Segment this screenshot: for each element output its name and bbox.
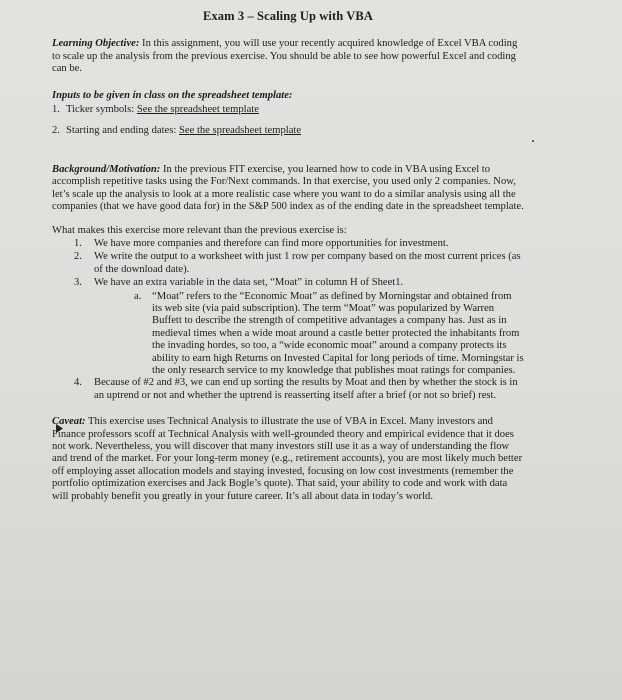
learning-objective-text: In this assignment, you will use your recently acquired knowledge of Excel VBA coding to scale up the analysis from the previous exercise. You should be able to see how powerful Excel and coding can be.	[52, 38, 518, 75]
inputs-section	[52, 90, 524, 138]
list-item-text: We have more companies and therefore can find more opportunities for investment.	[94, 237, 449, 249]
sub-item-letter: a.	[134, 290, 142, 302]
inputs-heading: Inputs to be given in class on the spreadsheet template:	[52, 89, 293, 101]
list-item-body	[94, 277, 403, 289]
input-item-2	[52, 125, 524, 137]
moat-sublist	[134, 291, 524, 378]
caveat-label: Caveat:	[52, 416, 86, 428]
list-item-text: We have an extra variable in the data set, “Moat” in column H of Sheet1.	[94, 277, 404, 289]
background-paragraph	[52, 164, 524, 214]
list-item-number: 2.	[74, 251, 82, 263]
list-item-text: We write the output to a worksheet with just 1 row per company based on the most current prices (as of the download date).	[94, 251, 521, 275]
list-item	[74, 238, 524, 250]
list-item-text: Because of #2 and #3, we can end up sorting the results by Moat and then by whether the stock is in an uptrend or not and whether the uptrend is reasserting itself after a brief (or not so brief) rest.	[94, 377, 518, 401]
relevance-list	[74, 238, 524, 290]
list-item-number: 3.	[74, 277, 82, 289]
learning-objective	[52, 38, 524, 75]
relevance-intro: What makes this exercise more relevant than the previous exercise is:	[52, 225, 347, 237]
list-item-number: 4.	[74, 377, 82, 389]
input-item-number: 2.	[52, 125, 60, 137]
sub-item-text: “Moat” refers to the “Economic Moat” as defined by Morningstar and obtained from its web site (via paid subscription). The term “Moat” was popularized by Warren Buffett to describe the strength of competitive advantages a company has. Just as in medieval times when a wide moat around a castle better protected the inhabitants from the invading hordes, so too, a “wide economic moat” around a company protects its ability to earn high Returns on Invested Capital for long periods of time. Morningstar is the only research service to my knowledge that publishes moat ratings for companies.	[152, 290, 524, 376]
input-item-1	[52, 104, 524, 116]
input-item-label: Ticker symbols:	[66, 104, 135, 116]
caveat-paragraph	[52, 416, 524, 503]
spreadsheet-template-link[interactable]: See the spreadsheet template	[179, 125, 302, 137]
list-item	[74, 251, 524, 276]
relevance-section	[52, 225, 524, 402]
page-title: Exam 3 – Scaling Up with VBA	[203, 9, 373, 23]
list-item-number: 1.	[74, 237, 82, 249]
background-text: In the previous FIT exercise, you learned how to code in VBA using Excel to accomplish repetitive tasks using the For/Next commands. In that exercise, you used only 2 companies. Now, let’s scale up the analysis to look at a more realistic case where you want to do a similar analysis using all the companies (that we have good data for) in the S&P 500 index as of the ending date in the spreadsheet template.	[52, 163, 524, 213]
background-label: Background/Motivation:	[52, 163, 161, 175]
list-item	[74, 277, 524, 289]
caveat-text: This exercise uses Technical Analysis to illustrate the use of VBA in Excel. Many investors and Finance professors scoff at Technical Analysis with well-grounded theory and empirical evidence that it does not work. Nevertheless, you will discover that many investors still use it as a way of understanding the flow and trend of the market. For your long-term money (e.g., retirement accounts), you are most likely much better off employing asset allocation models and staying invested, focusing on low cost investments (remember the portfolio optimization exercises and Jack Bogle’s quote). That said, your ability to code and work with data will probably benefit you greatly in your future career. It’s all about data in today’s world.	[52, 416, 523, 502]
relevance-list-continued	[74, 377, 524, 402]
sub-list-item	[134, 291, 524, 378]
spreadsheet-template-link[interactable]: See the spreadsheet template	[136, 104, 259, 116]
list-item	[74, 377, 524, 402]
input-item-number: 1.	[52, 104, 60, 116]
inputs-list	[52, 104, 524, 138]
input-item-text	[66, 125, 301, 137]
learning-objective-label: Learning Objective:	[52, 38, 140, 50]
document-content	[52, 10, 524, 503]
input-item-text	[66, 104, 259, 116]
stray-mark	[532, 140, 534, 142]
input-item-label: Starting and ending dates:	[66, 125, 177, 137]
